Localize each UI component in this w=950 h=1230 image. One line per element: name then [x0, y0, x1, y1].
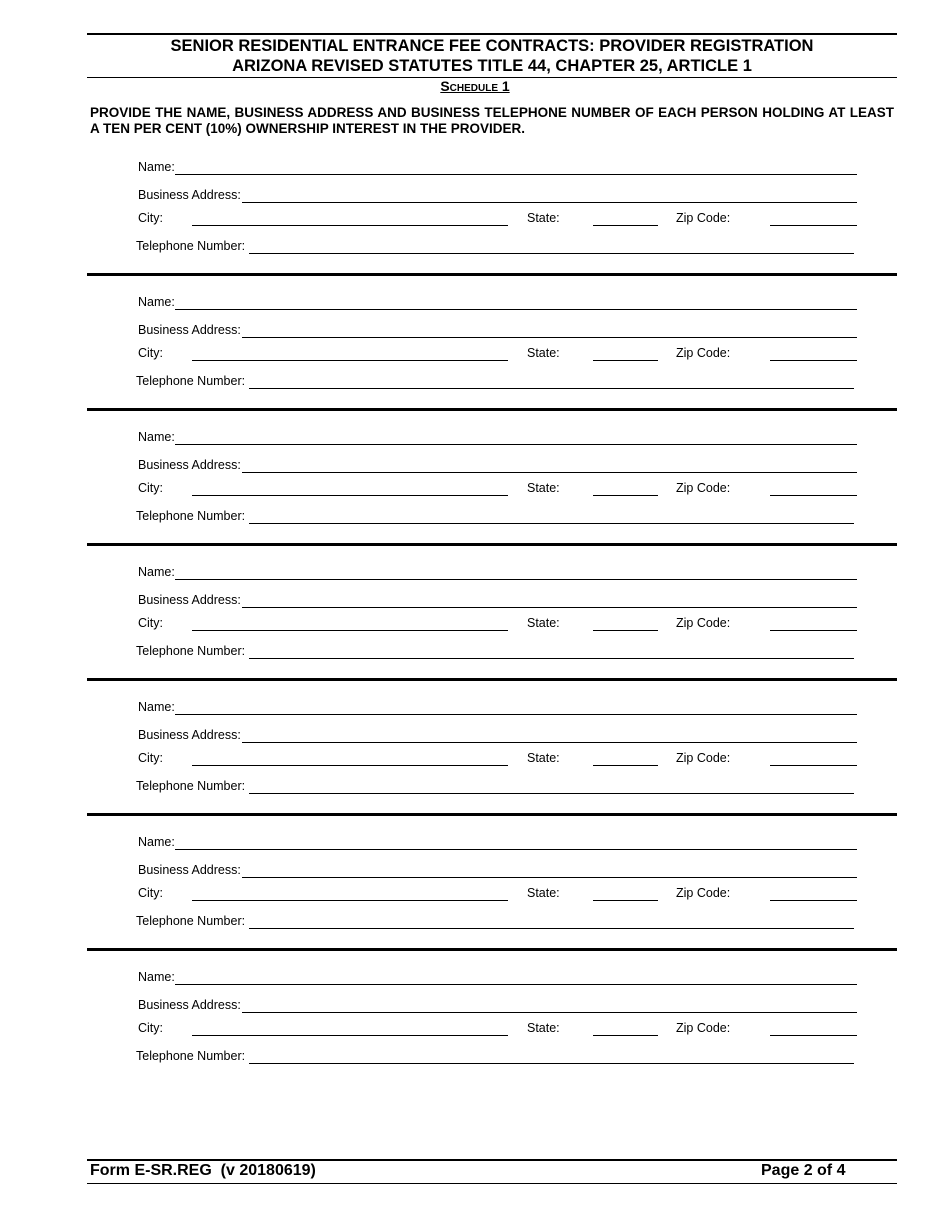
telephone-field[interactable]	[249, 388, 854, 389]
business-address-field[interactable]	[242, 472, 857, 473]
name-label: Name:	[138, 835, 175, 849]
telephone-label: Telephone Number:	[136, 509, 246, 523]
telephone-label: Telephone Number:	[136, 779, 246, 793]
zip-code-field[interactable]	[770, 360, 857, 361]
telephone-label: Telephone Number:	[136, 239, 246, 253]
business-address-label: Business Address:	[138, 728, 241, 742]
city-field[interactable]	[192, 630, 508, 631]
section-separator	[87, 543, 897, 546]
telephone-field[interactable]	[249, 928, 854, 929]
city-field[interactable]	[192, 900, 508, 901]
telephone-label: Telephone Number:	[136, 1049, 246, 1063]
telephone-label: Telephone Number:	[136, 374, 246, 388]
business-address-field[interactable]	[242, 742, 857, 743]
city-field[interactable]	[192, 1035, 508, 1036]
zip-code-label: Zip Code:	[676, 886, 731, 900]
owner-block	[87, 426, 897, 546]
owner-block	[87, 831, 897, 951]
telephone-field[interactable]	[249, 523, 854, 524]
city-field[interactable]	[192, 225, 508, 226]
zip-code-field[interactable]	[770, 1035, 857, 1036]
owner-block	[87, 156, 897, 276]
zip-code-field[interactable]	[770, 495, 857, 496]
state-field[interactable]	[593, 225, 658, 226]
form-id: Form E-SR.REG (v 20180619)	[90, 1162, 316, 1179]
form-title-line1: SENIOR RESIDENTIAL ENTRANCE FEE CONTRACTS: PROVIDER REGISTRATION	[170, 37, 814, 55]
name-field[interactable]	[175, 444, 857, 445]
section-separator	[87, 678, 897, 681]
owner-block	[87, 966, 897, 1086]
state-field[interactable]	[593, 900, 658, 901]
city-field[interactable]	[192, 495, 508, 496]
zip-code-label: Zip Code:	[676, 751, 731, 765]
state-field[interactable]	[593, 360, 658, 361]
state-label: State:	[527, 886, 560, 900]
city-label: City:	[138, 211, 163, 225]
instructions: PROVIDE THE NAME, BUSINESS ADDRESS AND BUSINESS TELEPHONE NUMBER OF EACH PERSON HOLDING AT LEAST A TEN PER CENT (10%) OWNERSHIP INTEREST IN THE PROVIDER.	[90, 105, 894, 136]
form-title-line2: ARIZONA REVISED STATUTES TITLE 44, CHAPTER 25, ARTICLE 1	[232, 57, 752, 75]
state-label: State:	[527, 751, 560, 765]
telephone-field[interactable]	[249, 253, 854, 254]
state-field[interactable]	[593, 1035, 658, 1036]
business-address-label: Business Address:	[138, 188, 241, 202]
telephone-field[interactable]	[249, 658, 854, 659]
name-label: Name:	[138, 700, 175, 714]
city-label: City:	[138, 616, 163, 630]
owner-block	[87, 696, 897, 816]
zip-code-field[interactable]	[770, 630, 857, 631]
name-field[interactable]	[175, 309, 857, 310]
business-address-label: Business Address:	[138, 863, 241, 877]
city-label: City:	[138, 481, 163, 495]
section-separator	[87, 948, 897, 951]
state-field[interactable]	[593, 495, 658, 496]
city-label: City:	[138, 1021, 163, 1035]
section-separator	[87, 273, 897, 276]
business-address-label: Business Address:	[138, 593, 241, 607]
city-label: City:	[138, 346, 163, 360]
zip-code-label: Zip Code:	[676, 1021, 731, 1035]
page-number: Page 2 of 4	[761, 1162, 846, 1179]
business-address-field[interactable]	[242, 607, 857, 608]
footer-top-rule	[87, 1159, 897, 1161]
name-label: Name:	[138, 565, 175, 579]
telephone-field[interactable]	[249, 1063, 854, 1064]
city-label: City:	[138, 751, 163, 765]
state-label: State:	[527, 481, 560, 495]
name-field[interactable]	[175, 174, 857, 175]
footer-bottom-rule	[87, 1183, 897, 1184]
name-field[interactable]	[175, 579, 857, 580]
business-address-field[interactable]	[242, 1012, 857, 1013]
state-label: State:	[527, 346, 560, 360]
name-label: Name:	[138, 970, 175, 984]
business-address-label: Business Address:	[138, 458, 241, 472]
name-label: Name:	[138, 430, 175, 444]
schedule-heading: Schedule 1	[440, 78, 510, 94]
telephone-field[interactable]	[249, 793, 854, 794]
state-label: State:	[527, 1021, 560, 1035]
zip-code-label: Zip Code:	[676, 211, 731, 225]
zip-code-label: Zip Code:	[676, 616, 731, 630]
state-label: State:	[527, 616, 560, 630]
business-address-field[interactable]	[242, 877, 857, 878]
business-address-field[interactable]	[242, 202, 857, 203]
name-field[interactable]	[175, 849, 857, 850]
owner-block	[87, 561, 897, 681]
city-field[interactable]	[192, 765, 508, 766]
business-address-field[interactable]	[242, 337, 857, 338]
top-rule	[87, 33, 897, 35]
telephone-label: Telephone Number:	[136, 644, 246, 658]
zip-code-field[interactable]	[770, 900, 857, 901]
name-field[interactable]	[175, 984, 857, 985]
state-label: State:	[527, 211, 560, 225]
zip-code-field[interactable]	[770, 765, 857, 766]
business-address-label: Business Address:	[138, 998, 241, 1012]
city-label: City:	[138, 886, 163, 900]
zip-code-label: Zip Code:	[676, 346, 731, 360]
name-label: Name:	[138, 295, 175, 309]
city-field[interactable]	[192, 360, 508, 361]
zip-code-label: Zip Code:	[676, 481, 731, 495]
state-field[interactable]	[593, 630, 658, 631]
section-separator	[87, 813, 897, 816]
owner-block	[87, 291, 897, 411]
section-separator	[87, 408, 897, 411]
zip-code-field[interactable]	[770, 225, 857, 226]
name-field[interactable]	[175, 714, 857, 715]
name-label: Name:	[138, 160, 175, 174]
business-address-label: Business Address:	[138, 323, 241, 337]
state-field[interactable]	[593, 765, 658, 766]
telephone-label: Telephone Number:	[136, 914, 246, 928]
